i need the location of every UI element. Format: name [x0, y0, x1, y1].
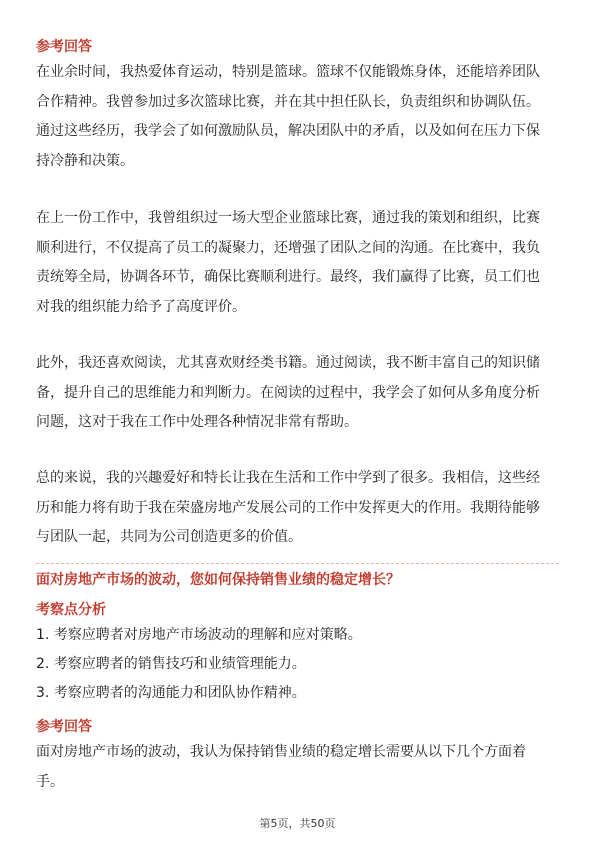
page-number-footer: 第5页，共50页 — [259, 817, 336, 830]
question-title: 面对房地产市场的波动，您如何保持销售业绩的稳定增长？ — [36, 572, 400, 588]
analysis-item-3: 3. 考察应聘者的沟通能力和团队协作精神。 — [36, 685, 306, 701]
paragraph-line: 通过这些经历，我学会了如何激励队员，解决团队中的矛盾，以及如何在压力下保 — [36, 123, 540, 139]
analysis-label: 考察点分析 — [36, 602, 106, 618]
paragraph-line: 在业余时间，我热爱体育运动，特别是篮球。篮球不仅能锻炼身体，还能培养团队 — [36, 64, 540, 80]
paragraph-line: 顺利进行，不仅提高了员工的凝聚力，还增强了团队之间的沟通。在比赛中，我负 — [36, 239, 540, 256]
paragraph-line: 问题，这对于我在工作中处理各种情况非常有帮助。 — [36, 414, 358, 430]
answer-paragraph-4 — [36, 464, 561, 553]
analysis-item-1: 1. 考察应聘者对房地产市场波动的理解和应对策略。 — [36, 627, 362, 643]
paragraph-line: 历和能力将有助于我在荣盛房地产发展公司的工作中发挥更大的作用。我期待能够 — [36, 499, 540, 516]
paragraph-line: 备，提升自己的思维能力和判断力。在阅读的过程中，我学会了如何从多角度分析 — [36, 384, 540, 401]
paragraph-line: 对我的组织能力给予了高度评价。 — [36, 298, 246, 315]
paragraph-line: 合作精神。我曾参加过多次篮球比赛，并在其中担任队长，负责组织和协调队伍。 — [36, 93, 540, 110]
paragraph-line: 与团队一起，共同为公司创造更多的价值。 — [36, 529, 302, 545]
reference-answer-label-2: 参考回答 — [36, 719, 92, 735]
answer-paragraph-3 — [36, 349, 561, 438]
reference-answer-label: 参考回答 — [36, 39, 92, 55]
paragraph-line: 责统筹全局，协调各环节，确保比赛顺利进行。最终，我们赢得了比赛，员工们也 — [36, 269, 540, 285]
paragraph-line: 手。 — [36, 773, 64, 790]
paragraph-line: 持冷静和决策。 — [36, 152, 134, 169]
paragraph-line: 在上一份工作中，我曾组织过一场大型企业篮球比赛，通过我的策划和组织，比赛 — [36, 210, 540, 226]
section-divider — [36, 563, 559, 564]
paragraph-line: 此外，我还喜欢阅读，尤其喜欢财经类书籍。通过阅读，我不断丰富自己的知识储 — [36, 355, 540, 371]
paragraph-line: 总的来说，我的兴趣爱好和特长让我在生活和工作中学到了很多。我相信，这些经 — [36, 470, 540, 486]
answer-paragraph-q2 — [36, 738, 561, 797]
answer-paragraph-2 — [36, 204, 561, 322]
answer-paragraph-1 — [36, 58, 561, 176]
paragraph-line: 面对房地产市场的波动，我认为保持销售业绩的稳定增长需要从以下几个方面着 — [36, 744, 526, 760]
analysis-item-2: 2. 考察应聘者的销售技巧和业绩管理能力。 — [36, 656, 306, 672]
